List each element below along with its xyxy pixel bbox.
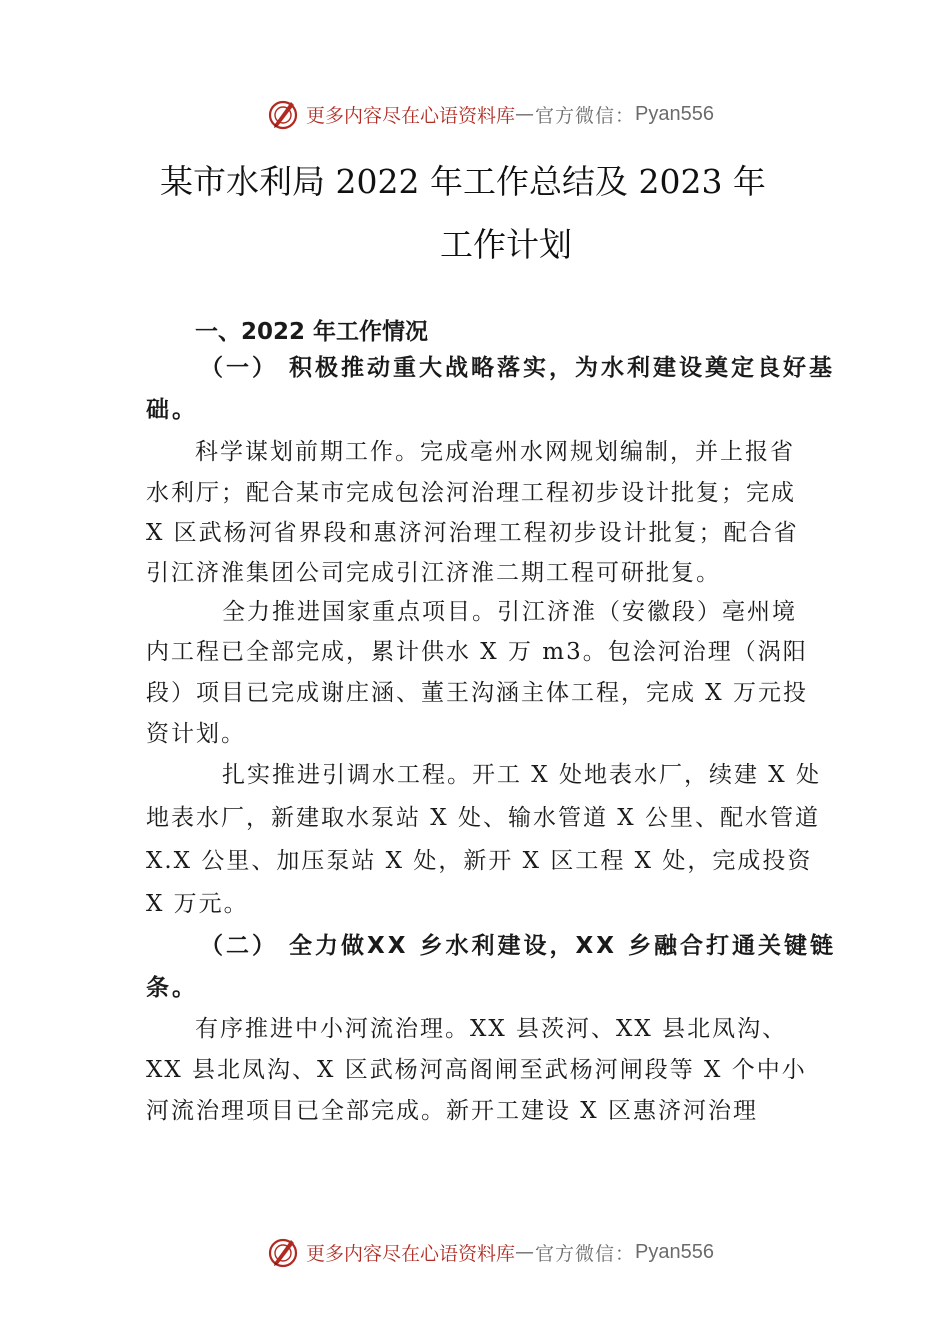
paragraph-line: XX 县北凤沟、X 区武杨河高阁闸至武杨河闸段等 X 个中小	[146, 1057, 807, 1083]
watermark-wechat-id: Pyan556	[635, 1240, 714, 1263]
paragraph-line: 内工程已全部完成，累计供水 X 万 m3。包浍河治理（涡阳	[146, 639, 808, 665]
subsection-heading-1-cont: 础。	[146, 397, 198, 423]
paragraph-line: X.X 公里、加压泵站 X 处，新开 X 区工程 X 处，完成投资	[146, 848, 813, 874]
watermark-content	[266, 97, 714, 131]
paragraph-line: 水利厅；配合某市完成包浍河治理工程初步设计批复；完成	[146, 480, 796, 506]
paragraph-line: X 万元。	[146, 891, 249, 917]
paragraph-line: 科学谋划前期工作。完成亳州水网规划编制，并上报省	[195, 439, 795, 465]
paragraph-line: 扎实推进引调水工程。开工 X 处地表水厂，续建 X 处	[222, 762, 821, 788]
watermark-dash: —	[515, 103, 536, 125]
paragraph-line: 有序推进中小河流治理。XX 县茨河、XX 县北凤沟、	[195, 1016, 788, 1042]
subsection-heading-2: （二） 全力做XX 乡水利建设，XX 乡融合打通关键链	[200, 933, 836, 959]
subsection-heading-2-cont: 条。	[146, 975, 198, 1001]
watermark-wechat-label: 官方微信：	[535, 1242, 636, 1265]
paragraph-line: 资计划。	[146, 721, 246, 747]
watermark-wechat-id: Pyan556	[635, 102, 714, 125]
pen-on-circle-logo-icon	[266, 97, 300, 131]
document-title-line-2: 工作计划	[440, 225, 572, 264]
paragraph-line: 地表水厂，新建取水泵站 X 处、输水管道 X 公里、配水管道	[146, 805, 820, 831]
document-title-line-1: 某市水利局 2022 年工作总结及 2023 年	[160, 162, 766, 201]
watermark-content	[266, 1235, 714, 1269]
watermark-wechat-label: 官方微信：	[535, 104, 636, 127]
paragraph-line: 河流治理项目已全部完成。新开工建设 X 区惠济河治理	[146, 1098, 758, 1124]
paragraph-line: 全力推进国家重点项目。引江济淮（安徽段）亳州境	[222, 599, 797, 625]
paragraph-line: X 区武杨河省界段和惠济河治理工程初步设计批复；配合省	[146, 520, 799, 546]
pen-on-circle-logo-icon	[266, 1235, 300, 1269]
watermark-banner-top	[0, 94, 950, 134]
watermark-site-text: 更多内容尽在心语资料库	[306, 104, 516, 127]
paragraph-line: 段）项目已完成谢庄涵、董王沟涵主体工程，完成 X 万元投	[146, 680, 808, 706]
watermark-site-text: 更多内容尽在心语资料库	[306, 1242, 516, 1265]
paragraph-line: 引江济淮集团公司完成引江济淮二期工程可研批复。	[146, 560, 721, 586]
subsection-heading-1: （一） 积极推动重大战略落实，为水利建设奠定良好基	[200, 355, 836, 381]
section-heading-1: 一、2022 年工作情况	[195, 319, 429, 345]
watermark-banner-bottom	[0, 1232, 950, 1272]
watermark-dash: —	[515, 1241, 536, 1263]
